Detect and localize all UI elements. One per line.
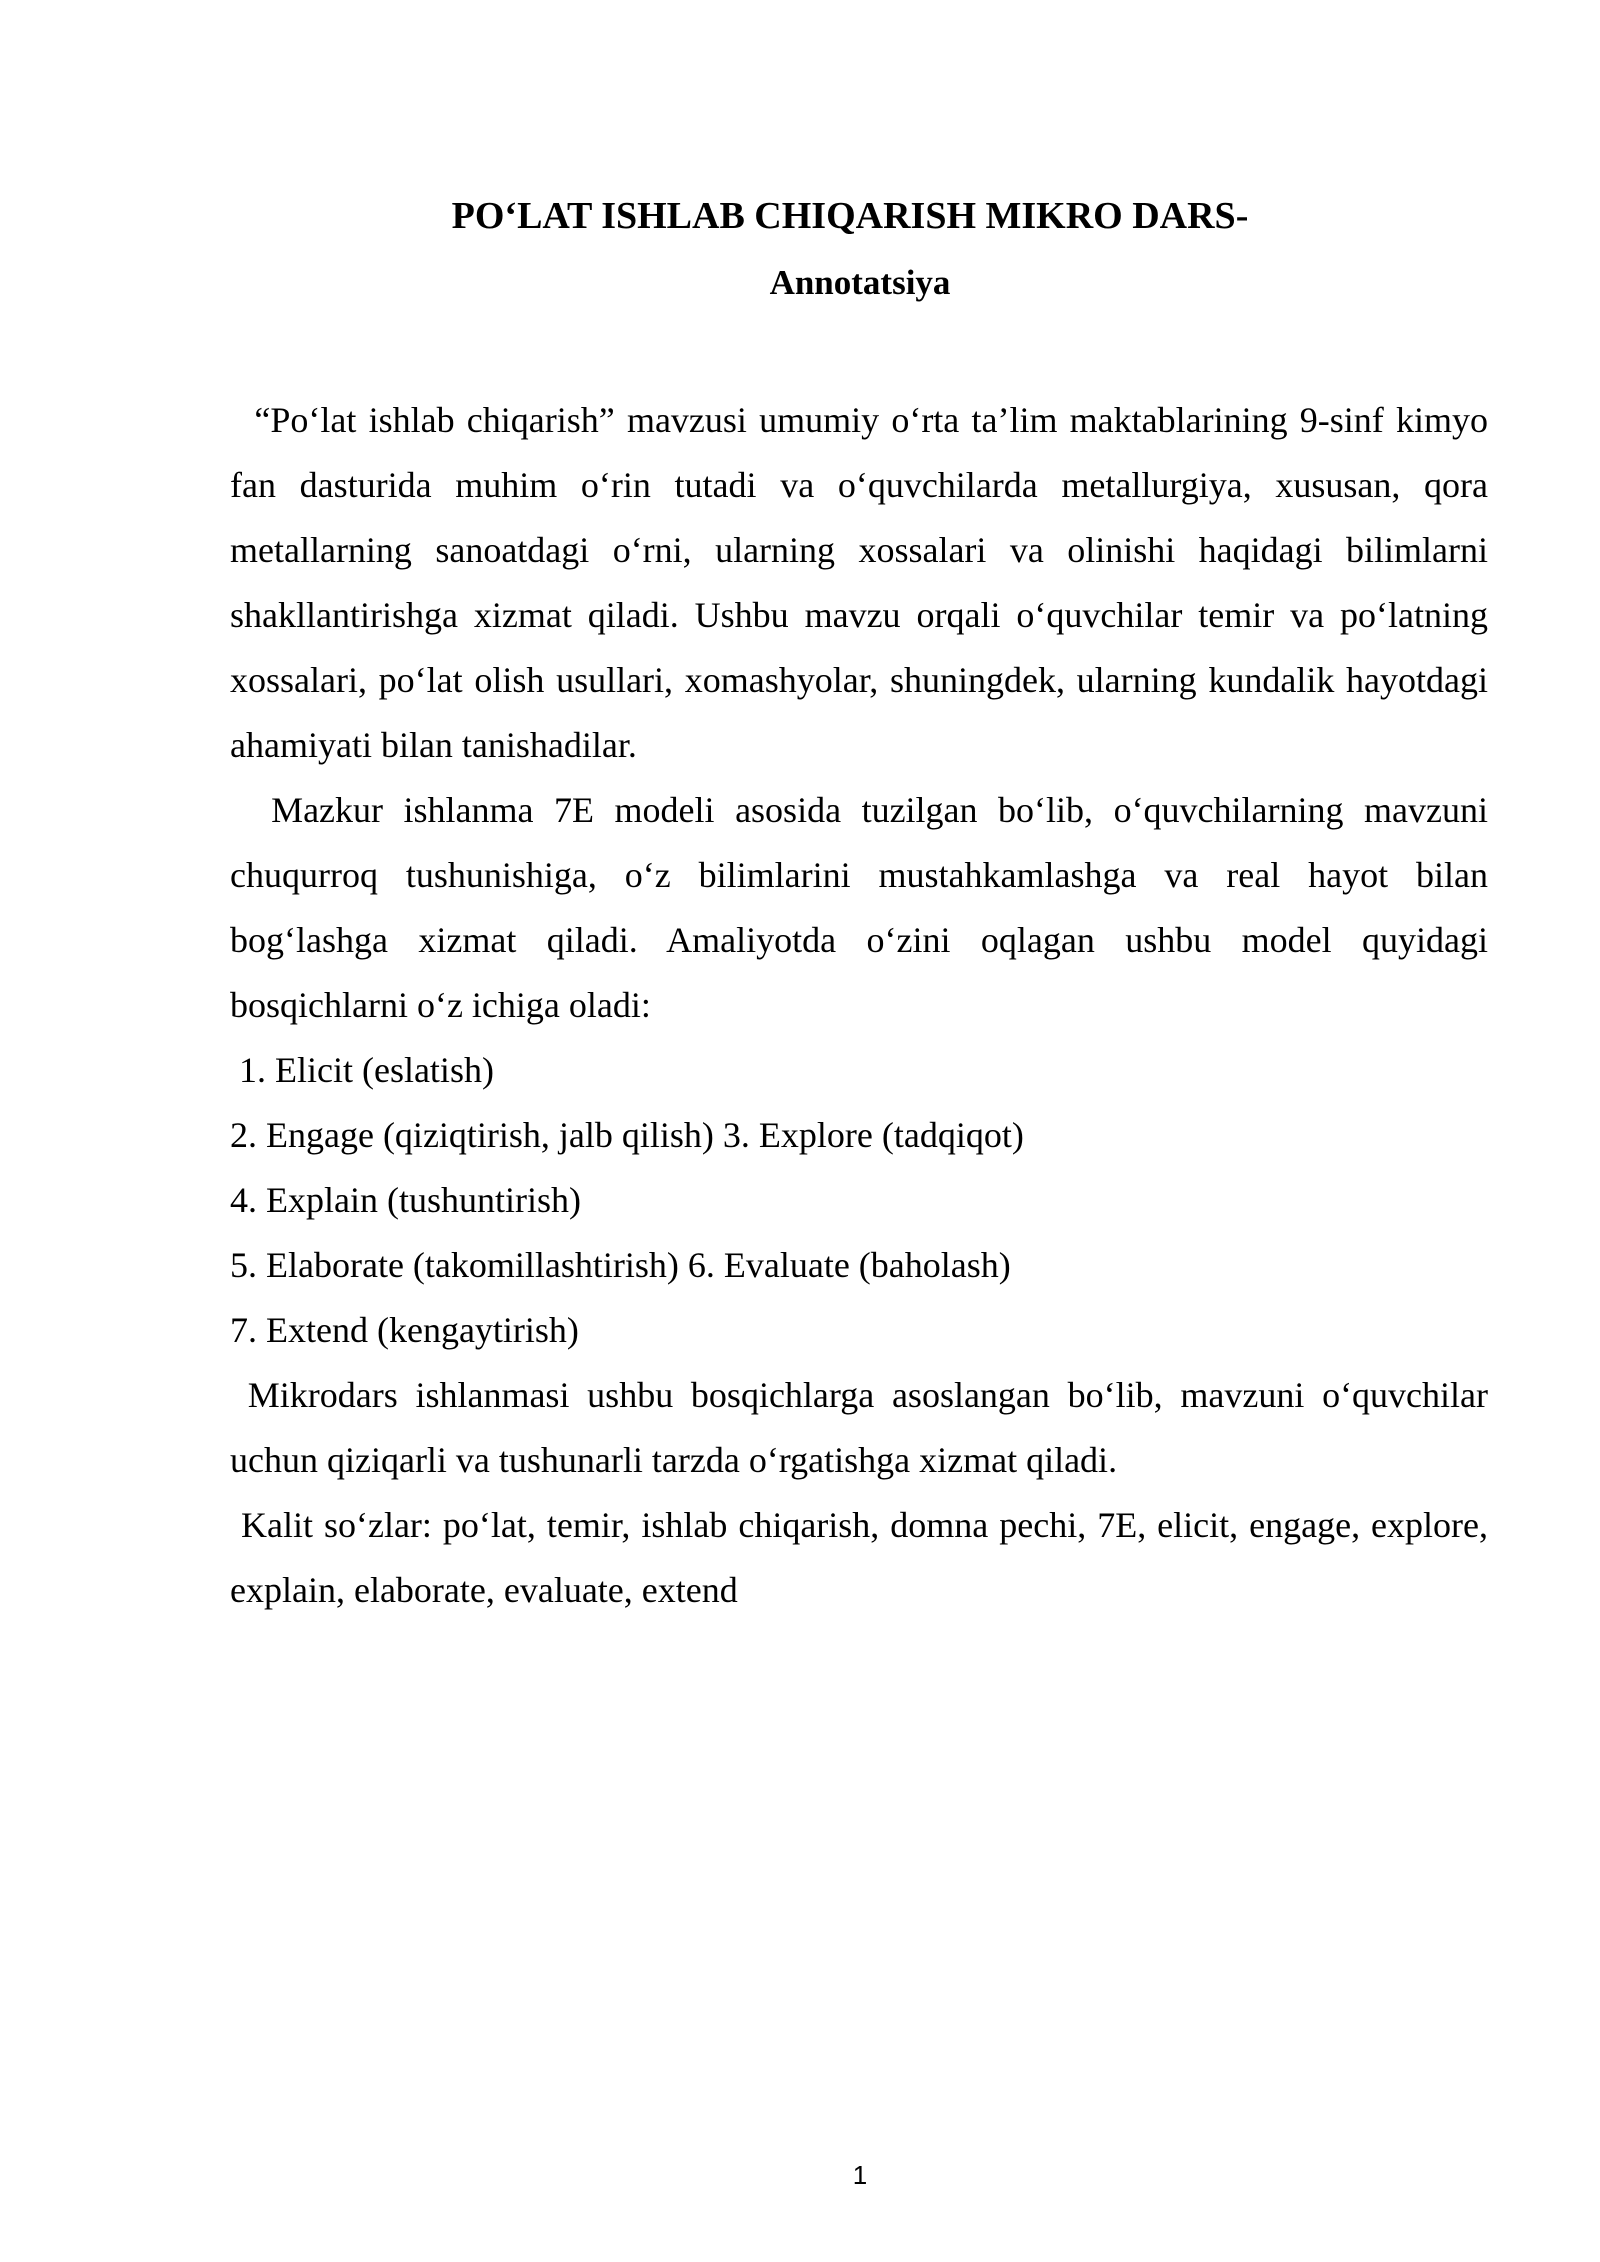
step-item-5: 7. Extend (kengaytirish) xyxy=(230,1310,579,1350)
document-subtitle: Annotatsiya xyxy=(769,263,951,302)
keywords-paragraph: Kalit so‘zlar: po‘lat, temir, ishlab chiqarish, domna pechi, 7E, elicit, engage, explore, explain, elaborate, evaluate, extend xyxy=(230,1505,1498,1610)
step-item-4: 5. Elaborate (takomillashtirish) 6. Evaluate (baholash) xyxy=(230,1245,1011,1285)
page-number: 1 xyxy=(852,2160,868,2190)
step-item-2: 2. Engage (qiziqtirish, jalb qilish) 3. Explore (tadqiqot) xyxy=(230,1115,1024,1155)
step-item-1: 1. Elicit (eslatish) xyxy=(230,1050,494,1090)
body-paragraph-intro: “Po‘lat ishlab chiqarish” mavzusi umumiy o‘rta ta’lim maktablarining 9-sinf kimyo fan dasturida muhim o‘rin tutadi va o‘quvchilarda metallurgiya, xususan, qora metallarning sanoatdagi o‘rni, ularning xossalari va olinishi haqidagi bilimlarni shakllantirishga xizmat qiladi. Ushbu mavzu orqali o‘quvchilar temir va po‘latning xossalari, po‘lat olish usullari, xomashyolar, shuningdek, ularning kundalik hayotdagi ahamiyati bilan tanishadilar. xyxy=(230,400,1498,765)
document-title: PO‘LAT ISHLAB CHIQARISH MIKRO DARS- xyxy=(451,195,1249,237)
step-item-3: 4. Explain (tushuntirish) xyxy=(230,1180,581,1220)
closing-paragraph: Mikrodars ishlanmasi ushbu bosqichlarga asoslangan bo‘lib, mavzuni o‘quvchilar uchun qiziqarli va tushunarli tarzda o‘rgatishga xizmat qiladi. xyxy=(230,1375,1498,1480)
body-paragraph-model: Mazkur ishlanma 7E modeli asosida tuzilgan bo‘lib, o‘quvchilarning mavzuni chuqurroq tushunishiga, o‘z bilimlarini mustahkamlashga va real hayot bilan bog‘lashga xizmat qiladi. Amaliyotda o‘zini oqlagan ushbu model quyidagi bosqichlarni o‘z ichiga oladi: xyxy=(230,790,1497,1025)
document-body xyxy=(230,388,1498,1623)
